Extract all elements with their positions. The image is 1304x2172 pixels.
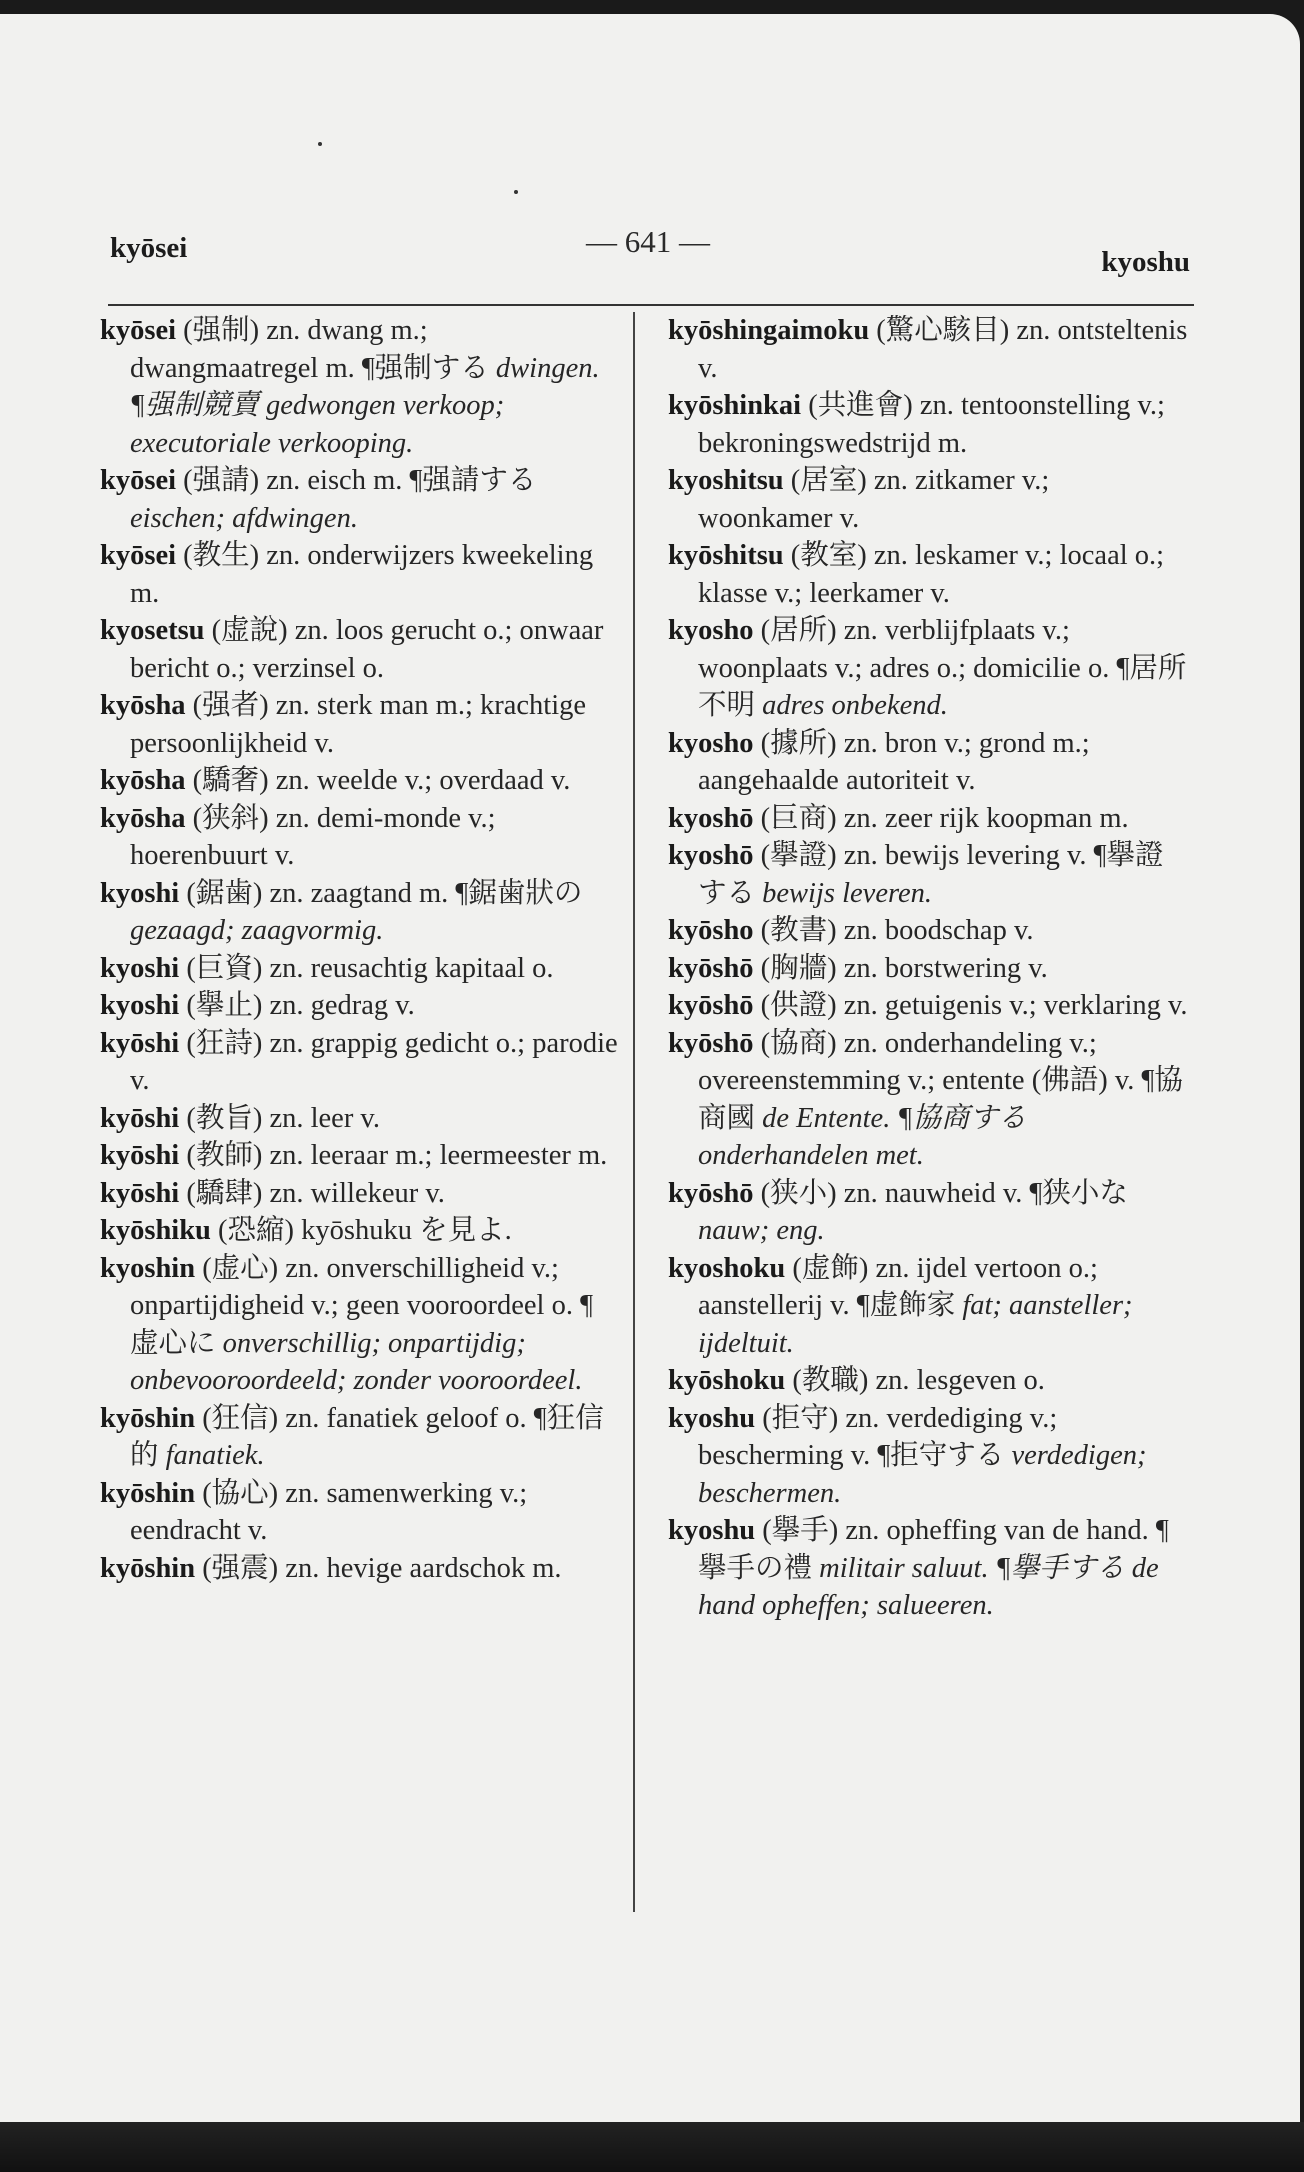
headword: kyoshi <box>100 990 180 1021</box>
dictionary-entry <box>668 1250 1188 1363</box>
italic-translation: bewijs leveren. <box>762 877 933 909</box>
definition: zn. dwang m.; dwangmaatregel m. ¶强制する <box>130 315 489 384</box>
headword: kyoshi <box>100 877 180 909</box>
definition: zn. ontsteltenis v. <box>698 315 1188 384</box>
dictionary-entry <box>100 687 620 762</box>
headword: kyōshin <box>100 1477 196 1509</box>
definition: zn. onderhandeling v.; overeenstemming v.; entente (佛語) v. ¶協商國 <box>698 1027 1183 1134</box>
headword: kyoshō <box>668 840 754 871</box>
kanji: (强請) <box>183 465 260 496</box>
kanji: (狂詩) <box>186 1027 263 1059</box>
italic-translation: eischen; afdwingen. <box>130 502 358 534</box>
headword: kyōsei <box>100 465 177 496</box>
dictionary-entry <box>668 950 1188 988</box>
dictionary-entry <box>668 462 1188 537</box>
kanji: (據所) <box>760 727 837 759</box>
page-edge-shadow <box>0 2122 1304 2172</box>
dictionary-entry <box>668 1175 1188 1250</box>
kanji: (教旨) <box>186 1102 263 1134</box>
headword: kyōsei <box>100 315 177 346</box>
kanji: (虚心) <box>202 1252 279 1284</box>
kanji: (驕奢) <box>192 765 269 796</box>
headword: kyōshō <box>668 990 754 1021</box>
dictionary-entry <box>668 1400 1188 1513</box>
headword: kyōshō <box>668 1177 754 1209</box>
dictionary-entry <box>100 875 620 950</box>
kanji: (鋸歯) <box>186 877 263 909</box>
italic-translation: dwingen. ¶强制競賣 gedwongen verkoop; executoriale verkooping. <box>130 352 600 459</box>
kanji: (狂信) <box>202 1402 279 1434</box>
kanji: (協商) <box>760 1027 837 1059</box>
headword: kyōshi <box>100 1177 180 1209</box>
dictionary-entry <box>100 1025 620 1100</box>
headword: kyōshi <box>100 1027 180 1059</box>
page-number: — 641 — <box>586 224 710 259</box>
dictionary-entry <box>100 1475 620 1550</box>
kanji: (供證) <box>760 990 837 1021</box>
kanji: (狭小) <box>760 1177 837 1209</box>
italic-translation: militair saluut. ¶擧手する de hand opheffen; salueeren. <box>698 1552 1159 1621</box>
right-column <box>668 312 1188 1625</box>
kanji: (協心) <box>202 1477 279 1509</box>
definition: zn. boodschap v. <box>843 915 1034 946</box>
definition: zn. onderwijzers kweekeling m. <box>130 540 594 609</box>
headword: kyoshitsu <box>668 465 784 496</box>
italic-translation: fat; aansteller; ijdeltuit. <box>698 1290 1133 1359</box>
headword: kyōshin <box>100 1402 196 1434</box>
kanji: (巨資) <box>186 952 263 984</box>
headword: kyoshoku <box>668 1252 786 1284</box>
kanji: (拒守) <box>762 1402 839 1434</box>
definition: zn. bewijs levering v. ¶擧證する <box>698 840 1164 909</box>
definition: zn. onverschilligheid v.; onpartijdigheid v.; geen vooroordeel o. ¶虚心に <box>130 1252 593 1359</box>
kanji: (强震) <box>202 1552 279 1584</box>
kanji: (虚飾) <box>792 1252 869 1284</box>
headword: kyoshō <box>668 802 754 834</box>
definition: zn. hevige aardschok m. <box>285 1552 562 1584</box>
dictionary-entry <box>100 1400 620 1475</box>
headword: kyōshi <box>100 1102 180 1134</box>
kanji: (驕肆) <box>186 1177 263 1209</box>
definition: zn. grappig gedicht o.; parodie v. <box>130 1027 618 1096</box>
headword: kyoshu <box>668 1515 756 1546</box>
definition: zn. borstwering v. <box>843 952 1048 984</box>
headword: kyosho <box>668 615 754 646</box>
dictionary-entry <box>100 1175 620 1213</box>
italic-translation: fanatiek. <box>165 1440 265 1471</box>
headword: kyoshi <box>100 952 180 984</box>
kanji: (胸牆) <box>760 952 837 984</box>
definition: zn. samenwerking v.; eendracht v. <box>130 1477 528 1546</box>
kanji: (居所) <box>760 615 837 646</box>
dictionary-entry <box>668 725 1188 800</box>
italic-translation: adres onbekend. <box>762 690 948 721</box>
dictionary-entry <box>100 987 620 1025</box>
headword: kyōshō <box>668 952 754 984</box>
definition: kyōshuku を見よ. <box>301 1215 512 1246</box>
headword: kyōshiku <box>100 1215 211 1246</box>
definition: zn. tentoonstelling v.; bekroningswedstrijd m. <box>698 390 1165 459</box>
definition: zn. leeraar m.; leermeester m. <box>269 1140 608 1171</box>
kanji: (虚說) <box>211 615 288 646</box>
definition: zn. weelde v.; overdaad v. <box>275 765 571 796</box>
dictionary-entry <box>668 612 1188 725</box>
kanji: (驚心駭目) <box>876 315 1010 346</box>
print-speck <box>514 190 518 194</box>
dictionary-entry <box>668 387 1188 462</box>
dictionary-entry <box>668 1362 1188 1400</box>
headword: kyōsha <box>100 802 186 834</box>
header-rule <box>108 304 1194 306</box>
dictionary-entry <box>100 1250 620 1400</box>
kanji: (擧手) <box>762 1515 839 1546</box>
headword: kyoshin <box>100 1252 196 1284</box>
headword: kyōshi <box>100 1140 180 1171</box>
italic-translation: verdedigen; beschermen. <box>698 1440 1147 1509</box>
dictionary-entry <box>100 312 620 462</box>
kanji: (教師) <box>186 1140 263 1171</box>
kanji: (强制) <box>183 315 260 346</box>
definition: zn. opheffing van de hand. ¶擧手の禮 <box>698 1515 1169 1584</box>
kanji: (强者) <box>192 690 269 721</box>
kanji: (巨商) <box>760 802 837 834</box>
headword: kyōsha <box>100 690 186 721</box>
headword: kyoshu <box>668 1402 756 1434</box>
dictionary-entry <box>668 1025 1188 1175</box>
headword: kyōsho <box>668 915 754 946</box>
dictionary-entry <box>668 1512 1188 1625</box>
definition: zn. ijdel vertoon o.; aanstellerij v. ¶虚飾家 <box>698 1252 1098 1321</box>
dictionary-entry <box>100 1212 620 1250</box>
kanji: (教職) <box>792 1365 869 1396</box>
definition: zn. leer v. <box>269 1102 380 1134</box>
definition: zn. leskamer v.; locaal o.; klasse v.; leerkamer v. <box>698 540 1165 609</box>
kanji: (教生) <box>183 540 260 571</box>
definition: zn. loos gerucht o.; onwaar bericht o.; verzinsel o. <box>130 615 604 684</box>
headword: kyōshin <box>100 1552 196 1584</box>
kanji: (恐縮) <box>218 1215 295 1246</box>
definition: zn. getuigenis v.; verklaring v. <box>843 990 1188 1021</box>
definition: zn. fanatiek geloof o. ¶狂信的 <box>130 1402 604 1471</box>
dictionary-entry <box>668 312 1188 387</box>
dictionary-entry <box>100 462 620 537</box>
dictionary-entry <box>100 950 620 988</box>
headword: kyosetsu <box>100 615 205 646</box>
definition: zn. eisch m. ¶强請する <box>266 465 537 496</box>
dictionary-entry <box>668 537 1188 612</box>
page-header <box>110 222 1190 278</box>
kanji: (教室) <box>790 540 867 571</box>
dictionary-entry <box>100 1137 620 1175</box>
headword: kyōshingaimoku <box>668 315 870 346</box>
definition: zn. zitkamer v.; woonkamer v. <box>698 465 1050 534</box>
header-right-guideword: kyoshu <box>1101 246 1190 278</box>
kanji: (教書) <box>760 915 837 946</box>
headword: kyōsha <box>100 765 186 796</box>
left-column <box>100 312 620 1587</box>
definition: zn. bron v.; grond m.; aangehaalde autoriteit v. <box>698 727 1090 796</box>
dictionary-entry <box>668 912 1188 950</box>
headword: kyōshō <box>668 1027 754 1059</box>
italic-translation: onverschillig; onpartijdig; onbevooroordeeld; zonder vooroordeel. <box>130 1327 583 1396</box>
dictionary-entry <box>100 800 620 875</box>
headword: kyōshoku <box>668 1365 786 1396</box>
definition: zn. sterk man m.; krachtige persoonlijkheid v. <box>130 690 587 759</box>
definition: zn. lesgeven o. <box>875 1365 1045 1396</box>
headword: kyōshinkai <box>668 390 802 421</box>
headword: kyōsei <box>100 540 177 571</box>
definition: zn. gedrag v. <box>269 990 415 1021</box>
italic-translation: nauw; eng. <box>698 1215 825 1246</box>
kanji: (擧止) <box>186 990 263 1021</box>
definition: zn. zaagtand m. ¶鋸歯狀の <box>269 877 583 909</box>
definition: zn. demi-monde v.; hoerenbuurt v. <box>130 802 496 871</box>
definition: zn. nauwheid v. ¶狭小な <box>843 1177 1128 1209</box>
definition: zn. verblijfplaats v.; woonplaats v.; adres o.; domicilie o. ¶居所不明 <box>698 615 1187 721</box>
header-left-guideword: kyōsei <box>110 232 188 264</box>
dictionary-entry <box>668 837 1188 912</box>
definition: zn. willekeur v. <box>269 1177 445 1209</box>
definition: zn. zeer rijk koopman m. <box>843 802 1129 834</box>
column-divider <box>633 312 635 1912</box>
dictionary-entry <box>100 612 620 687</box>
italic-translation: gezaagd; zaagvormig. <box>130 915 384 946</box>
headword: kyōshitsu <box>668 540 784 571</box>
dictionary-entry <box>100 1550 620 1588</box>
kanji: (狭斜) <box>192 802 269 834</box>
dictionary-entry <box>100 762 620 800</box>
headword: kyosho <box>668 727 754 759</box>
kanji: (擧證) <box>760 840 837 871</box>
print-speck <box>318 142 322 146</box>
italic-translation: de Entente. ¶協商する onderhandelen met. <box>698 1102 1027 1171</box>
dictionary-entry <box>668 987 1188 1025</box>
definition: zn. reusachtig kapitaal o. <box>269 952 554 984</box>
dictionary-page <box>0 14 1300 2132</box>
dictionary-entry <box>668 800 1188 838</box>
dictionary-entry <box>100 537 620 612</box>
kanji: (居室) <box>790 465 867 496</box>
dictionary-entry <box>100 1100 620 1138</box>
definition: zn. verdediging v.; bescherming v. ¶拒守する <box>698 1402 1058 1471</box>
kanji: (共進會) <box>808 390 913 421</box>
